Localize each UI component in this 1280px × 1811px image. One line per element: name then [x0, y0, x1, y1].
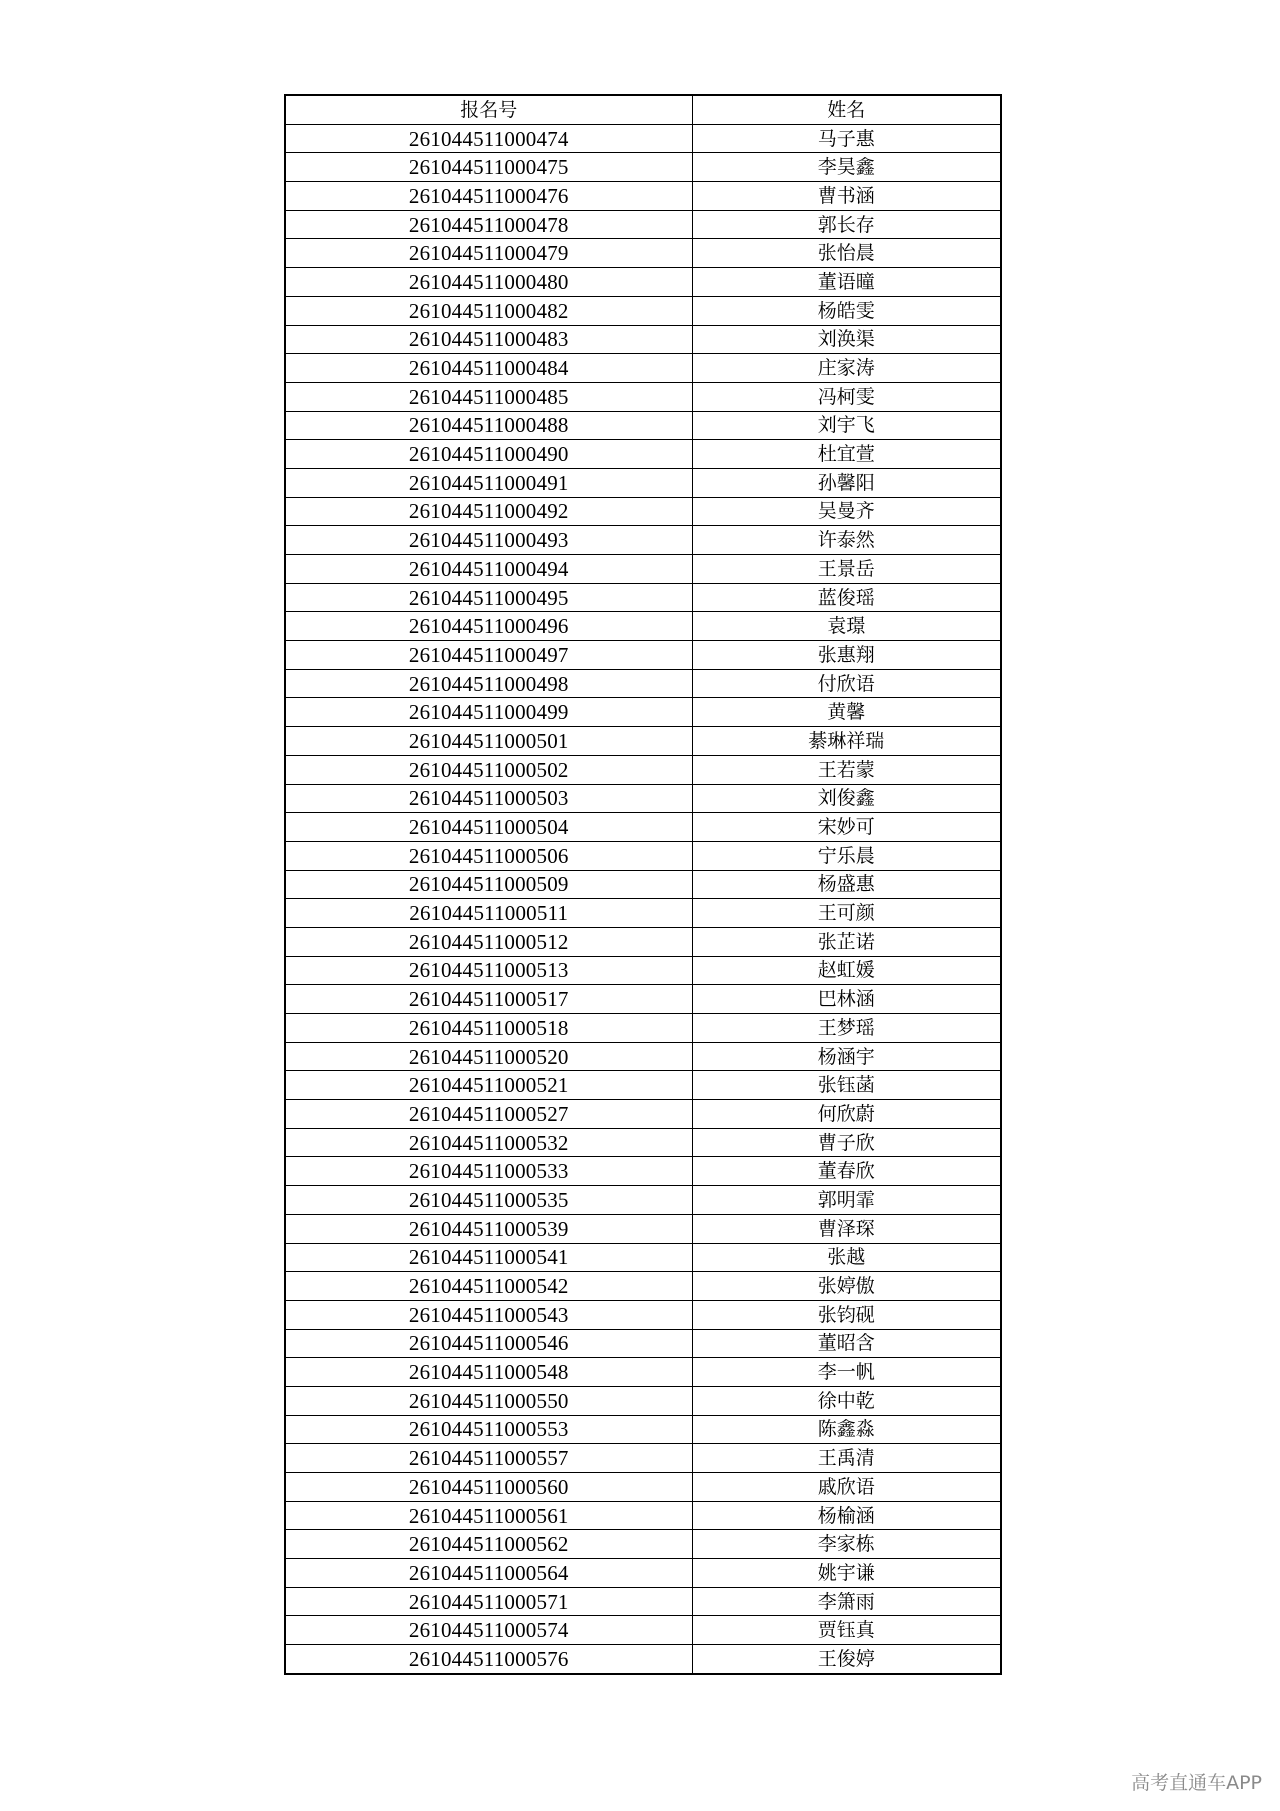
name-cell: 杨皓雯 — [692, 296, 1001, 325]
name-cell: 戚欣语 — [692, 1473, 1001, 1502]
registration-number-cell: 261044511000492 — [285, 497, 692, 526]
table-row — [285, 1386, 1001, 1415]
registration-number-cell: 261044511000535 — [285, 1186, 692, 1215]
table-body — [285, 124, 1001, 1674]
registration-number-cell: 261044511000496 — [285, 612, 692, 641]
registration-number-cell: 261044511000543 — [285, 1300, 692, 1329]
watermark: 高考直通车APP — [1131, 1772, 1262, 1794]
registration-number-cell: 261044511000491 — [285, 468, 692, 497]
registration-number-cell: 261044511000541 — [285, 1243, 692, 1272]
name-cell: 曹泽琛 — [692, 1214, 1001, 1243]
registration-number-cell: 261044511000546 — [285, 1329, 692, 1358]
table-row — [285, 210, 1001, 239]
table-row — [285, 411, 1001, 440]
table-row — [285, 1300, 1001, 1329]
name-cell: 张钧砚 — [692, 1300, 1001, 1329]
name-cell: 郭长存 — [692, 210, 1001, 239]
table-row — [285, 1042, 1001, 1071]
name-cell: 董昭含 — [692, 1329, 1001, 1358]
name-cell: 綦琳祥瑞 — [692, 727, 1001, 756]
table-row — [285, 1186, 1001, 1215]
table-row — [285, 354, 1001, 383]
table-row — [285, 182, 1001, 211]
name-cell: 姚宇谦 — [692, 1559, 1001, 1588]
table-row — [285, 985, 1001, 1014]
registration-number-cell: 261044511000479 — [285, 239, 692, 268]
registration-table — [284, 94, 1002, 1675]
name-cell: 孙馨阳 — [692, 468, 1001, 497]
table-row — [285, 1128, 1001, 1157]
name-cell: 董语曈 — [692, 268, 1001, 297]
table-row — [285, 468, 1001, 497]
table-row — [285, 1329, 1001, 1358]
registration-number-cell: 261044511000539 — [285, 1214, 692, 1243]
registration-number-cell: 261044511000504 — [285, 813, 692, 842]
name-cell: 董春欣 — [692, 1157, 1001, 1186]
name-cell: 张钰菡 — [692, 1071, 1001, 1100]
name-cell: 袁璟 — [692, 612, 1001, 641]
name-cell: 巴林涵 — [692, 985, 1001, 1014]
registration-number-cell: 261044511000520 — [285, 1042, 692, 1071]
name-cell: 付欣语 — [692, 669, 1001, 698]
registration-number-cell: 261044511000518 — [285, 1014, 692, 1043]
table-row — [285, 870, 1001, 899]
name-cell: 徐中乾 — [692, 1386, 1001, 1415]
registration-number-cell: 261044511000503 — [285, 784, 692, 813]
registration-number-cell: 261044511000560 — [285, 1473, 692, 1502]
name-cell: 黄馨 — [692, 698, 1001, 727]
registration-number-cell: 261044511000476 — [285, 182, 692, 211]
table-row — [285, 583, 1001, 612]
name-cell: 曹书涵 — [692, 182, 1001, 211]
table-row — [285, 813, 1001, 842]
name-cell: 郭明霏 — [692, 1186, 1001, 1215]
registration-number-cell: 261044511000553 — [285, 1415, 692, 1444]
table-row — [285, 784, 1001, 813]
registration-number-cell: 261044511000482 — [285, 296, 692, 325]
registration-number-cell: 261044511000532 — [285, 1128, 692, 1157]
name-cell: 李家栋 — [692, 1530, 1001, 1559]
name-cell: 许泰然 — [692, 526, 1001, 555]
table-row — [285, 1358, 1001, 1387]
table-row — [285, 325, 1001, 354]
table-row — [285, 1272, 1001, 1301]
table-row — [285, 1100, 1001, 1129]
name-cell: 吴曼齐 — [692, 497, 1001, 526]
name-cell: 宋妙可 — [692, 813, 1001, 842]
registration-number-cell: 261044511000574 — [285, 1616, 692, 1645]
column-header-registration-number: 报名号 — [285, 95, 692, 124]
name-cell: 何欣蔚 — [692, 1100, 1001, 1129]
table-row — [285, 1243, 1001, 1272]
registration-number-cell: 261044511000494 — [285, 555, 692, 584]
registration-number-cell: 261044511000480 — [285, 268, 692, 297]
name-cell: 刘俊鑫 — [692, 784, 1001, 813]
table-row — [285, 1616, 1001, 1645]
table-row — [285, 1530, 1001, 1559]
table-row — [285, 1214, 1001, 1243]
column-header-name: 姓名 — [692, 95, 1001, 124]
name-cell: 赵虹媛 — [692, 956, 1001, 985]
name-cell: 杨榆涵 — [692, 1501, 1001, 1530]
table-row — [285, 1559, 1001, 1588]
registration-number-cell: 261044511000550 — [285, 1386, 692, 1415]
registration-number-cell: 261044511000561 — [285, 1501, 692, 1530]
registration-number-cell: 261044511000562 — [285, 1530, 692, 1559]
name-cell: 庄家涛 — [692, 354, 1001, 383]
table-row — [285, 239, 1001, 268]
registration-number-cell: 261044511000493 — [285, 526, 692, 555]
name-cell: 王禹清 — [692, 1444, 1001, 1473]
table-row — [285, 755, 1001, 784]
name-cell: 王若蒙 — [692, 755, 1001, 784]
name-cell: 杨盛惠 — [692, 870, 1001, 899]
registration-number-cell: 261044511000509 — [285, 870, 692, 899]
table-row — [285, 555, 1001, 584]
registration-number-cell: 261044511000564 — [285, 1559, 692, 1588]
table-row — [285, 641, 1001, 670]
table-row — [285, 497, 1001, 526]
table-row — [285, 526, 1001, 555]
name-cell: 马子惠 — [692, 124, 1001, 153]
name-cell: 曹子欣 — [692, 1128, 1001, 1157]
table-row — [285, 956, 1001, 985]
registration-number-cell: 261044511000527 — [285, 1100, 692, 1129]
registration-number-cell: 261044511000517 — [285, 985, 692, 1014]
registration-number-cell: 261044511000497 — [285, 641, 692, 670]
table-row — [285, 1157, 1001, 1186]
name-cell: 李箫雨 — [692, 1587, 1001, 1616]
name-cell: 张婷傲 — [692, 1272, 1001, 1301]
name-cell: 陈鑫淼 — [692, 1415, 1001, 1444]
name-cell: 杜宜萱 — [692, 440, 1001, 469]
registration-number-cell: 261044511000474 — [285, 124, 692, 153]
table-row — [285, 612, 1001, 641]
name-cell: 王可颜 — [692, 899, 1001, 928]
registration-number-cell: 261044511000533 — [285, 1157, 692, 1186]
table-row — [285, 440, 1001, 469]
registration-number-cell: 261044511000542 — [285, 1272, 692, 1301]
table-row — [285, 698, 1001, 727]
name-cell: 李一帆 — [692, 1358, 1001, 1387]
name-cell: 张怡晨 — [692, 239, 1001, 268]
registration-number-cell: 261044511000571 — [285, 1587, 692, 1616]
table-row — [285, 296, 1001, 325]
table-row — [285, 1071, 1001, 1100]
table-row — [285, 841, 1001, 870]
name-cell: 刘涣渠 — [692, 325, 1001, 354]
name-cell: 张芷诺 — [692, 927, 1001, 956]
table-row — [285, 899, 1001, 928]
name-cell: 蓝俊瑶 — [692, 583, 1001, 612]
table-row — [285, 669, 1001, 698]
name-cell: 王景岳 — [692, 555, 1001, 584]
name-cell: 李昊鑫 — [692, 153, 1001, 182]
name-cell: 冯柯雯 — [692, 382, 1001, 411]
registration-number-cell: 261044511000484 — [285, 354, 692, 383]
registration-number-cell: 261044511000485 — [285, 382, 692, 411]
registration-number-cell: 261044511000502 — [285, 755, 692, 784]
table-row — [285, 1014, 1001, 1043]
registration-number-cell: 261044511000511 — [285, 899, 692, 928]
table-row — [285, 727, 1001, 756]
registration-number-cell: 261044511000483 — [285, 325, 692, 354]
name-cell: 贾钰真 — [692, 1616, 1001, 1645]
table-row — [285, 1473, 1001, 1502]
registration-number-cell: 261044511000499 — [285, 698, 692, 727]
registration-number-cell: 261044511000478 — [285, 210, 692, 239]
registration-number-cell: 261044511000512 — [285, 927, 692, 956]
registration-number-cell: 261044511000501 — [285, 727, 692, 756]
name-cell: 张越 — [692, 1243, 1001, 1272]
registration-number-cell: 261044511000490 — [285, 440, 692, 469]
name-cell: 王俊婷 — [692, 1645, 1001, 1674]
registration-number-cell: 261044511000498 — [285, 669, 692, 698]
table-row — [285, 268, 1001, 297]
name-cell: 刘宇飞 — [692, 411, 1001, 440]
table-row — [285, 1501, 1001, 1530]
table-row — [285, 124, 1001, 153]
table-row — [285, 1587, 1001, 1616]
table-row — [285, 153, 1001, 182]
registration-number-cell: 261044511000548 — [285, 1358, 692, 1387]
registration-number-cell: 261044511000488 — [285, 411, 692, 440]
name-cell: 张惠翔 — [692, 641, 1001, 670]
table-row — [285, 927, 1001, 956]
table-header-row — [285, 95, 1001, 124]
registration-number-cell: 261044511000521 — [285, 1071, 692, 1100]
registration-number-cell: 261044511000557 — [285, 1444, 692, 1473]
name-cell: 杨涵宇 — [692, 1042, 1001, 1071]
table-row — [285, 382, 1001, 411]
registration-number-cell: 261044511000506 — [285, 841, 692, 870]
registration-number-cell: 261044511000495 — [285, 583, 692, 612]
table-row — [285, 1415, 1001, 1444]
registration-number-cell: 261044511000576 — [285, 1645, 692, 1674]
name-cell: 王梦瑶 — [692, 1014, 1001, 1043]
table-row — [285, 1444, 1001, 1473]
table-row — [285, 1645, 1001, 1674]
registration-number-cell: 261044511000475 — [285, 153, 692, 182]
registration-number-cell: 261044511000513 — [285, 956, 692, 985]
name-cell: 宁乐晨 — [692, 841, 1001, 870]
